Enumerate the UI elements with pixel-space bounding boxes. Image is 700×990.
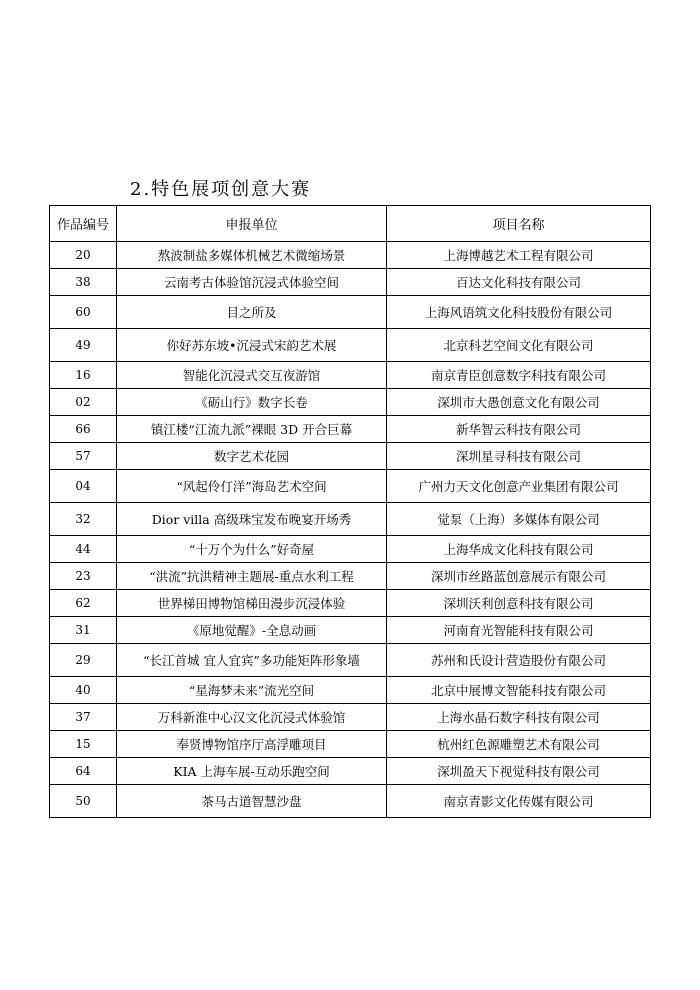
table-row	[50, 536, 651, 563]
cell-project-name: 苏州和氏设计营造股份有限公司	[387, 644, 651, 677]
cell-work-id: 64	[50, 758, 117, 785]
cell-applicant: 世界梯田博物馆梯田漫步沉浸体验	[117, 590, 387, 617]
table-header-row	[50, 206, 651, 242]
cell-project-name: 深圳盈天下视觉科技有限公司	[387, 758, 651, 785]
cell-project-name: 河南育光智能科技有限公司	[387, 617, 651, 644]
cell-applicant: 镇江楼“江流九派”裸眼 3D 开合巨幕	[117, 416, 387, 443]
cell-applicant: “十万个为什么”好奇屋	[117, 536, 387, 563]
cell-project-name: 百达文化科技有限公司	[387, 269, 651, 296]
table-row	[50, 677, 651, 704]
table-row	[50, 416, 651, 443]
table-row	[50, 617, 651, 644]
cell-project-name: 深圳市大愚创意文化有限公司	[387, 389, 651, 416]
cell-work-id: 44	[50, 536, 117, 563]
table-row	[50, 296, 651, 329]
cell-project-name: 深圳沃利创意科技有限公司	[387, 590, 651, 617]
table-row	[50, 758, 651, 785]
cell-applicant: “风起伶仃洋”海岛艺术空间	[117, 470, 387, 503]
cell-work-id: 57	[50, 443, 117, 470]
cell-applicant: KIA 上海车展-互动乐跑空间	[117, 758, 387, 785]
cell-applicant: 《砺山行》数字长卷	[117, 389, 387, 416]
cell-project-name: 南京青影文化传媒有限公司	[387, 785, 651, 818]
cell-work-id: 49	[50, 329, 117, 362]
cell-applicant: 熬波制盐多媒体机械艺术微缩场景	[117, 242, 387, 269]
cell-work-id: 60	[50, 296, 117, 329]
cell-applicant: 《原地觉醒》-全息动画	[117, 617, 387, 644]
table-row	[50, 785, 651, 818]
cell-applicant: Dior villa 高级珠宝发布晚宴开场秀	[117, 503, 387, 536]
cell-work-id: 15	[50, 731, 117, 758]
cell-project-name: 北京科艺空间文化有限公司	[387, 329, 651, 362]
cell-work-id: 66	[50, 416, 117, 443]
cell-work-id: 37	[50, 704, 117, 731]
cell-project-name: 上海风语筑文化科技股份有限公司	[387, 296, 651, 329]
cell-project-name: 觉泵（上海）多媒体有限公司	[387, 503, 651, 536]
cell-project-name: 南京青臣创意数字科技有限公司	[387, 362, 651, 389]
cell-applicant: 目之所及	[117, 296, 387, 329]
cell-project-name: 北京中展博文智能科技有限公司	[387, 677, 651, 704]
table-row	[50, 503, 651, 536]
table-row	[50, 443, 651, 470]
header-project-name: 项目名称	[387, 206, 651, 242]
cell-project-name: 新华智云科技有限公司	[387, 416, 651, 443]
table-row	[50, 731, 651, 758]
cell-work-id: 50	[50, 785, 117, 818]
cell-project-name: 上海水晶石数字科技有限公司	[387, 704, 651, 731]
table-row	[50, 242, 651, 269]
header-work-id: 作品编号	[50, 206, 117, 242]
section-title: 2.特色展项创意大赛	[130, 179, 312, 200]
table-row	[50, 329, 651, 362]
cell-work-id: 02	[50, 389, 117, 416]
table-row	[50, 389, 651, 416]
cell-project-name: 深圳市丝路蓝创意展示有限公司	[387, 563, 651, 590]
table-row	[50, 563, 651, 590]
table-row	[50, 644, 651, 677]
cell-work-id: 62	[50, 590, 117, 617]
cell-project-name: 深圳星寻科技有限公司	[387, 443, 651, 470]
cell-applicant: “星海梦未来”流光空间	[117, 677, 387, 704]
cell-work-id: 38	[50, 269, 117, 296]
table-row	[50, 470, 651, 503]
cell-work-id: 20	[50, 242, 117, 269]
cell-work-id: 31	[50, 617, 117, 644]
cell-applicant: “洪流”抗洪精神主题展-重点水利工程	[117, 563, 387, 590]
cell-work-id: 29	[50, 644, 117, 677]
table-row	[50, 362, 651, 389]
cell-applicant: 奉贤博物馆序厅高浮雕项目	[117, 731, 387, 758]
table-row	[50, 590, 651, 617]
cell-work-id: 40	[50, 677, 117, 704]
table-row	[50, 269, 651, 296]
cell-applicant: 你好苏东坡•沉浸式宋韵艺术展	[117, 329, 387, 362]
cell-project-name: 广州力天文化创意产业集团有限公司	[387, 470, 651, 503]
cell-work-id: 04	[50, 470, 117, 503]
cell-applicant: 数字艺术花园	[117, 443, 387, 470]
works-table	[49, 205, 651, 818]
cell-applicant: 万科新淮中心汉文化沉浸式体验馆	[117, 704, 387, 731]
header-applicant: 申报单位	[117, 206, 387, 242]
cell-work-id: 23	[50, 563, 117, 590]
cell-project-name: 上海华成文化科技有限公司	[387, 536, 651, 563]
cell-project-name: 杭州红色源雕塑艺术有限公司	[387, 731, 651, 758]
cell-work-id: 32	[50, 503, 117, 536]
cell-applicant: 智能化沉浸式交互夜游馆	[117, 362, 387, 389]
cell-applicant: “长江首城 宜人宜宾”多功能矩阵形象墙	[117, 644, 387, 677]
cell-work-id: 16	[50, 362, 117, 389]
cell-project-name: 上海博越艺术工程有限公司	[387, 242, 651, 269]
cell-applicant: 茶马古道智慧沙盘	[117, 785, 387, 818]
cell-applicant: 云南考古体验馆沉浸式体验空间	[117, 269, 387, 296]
table-row	[50, 704, 651, 731]
